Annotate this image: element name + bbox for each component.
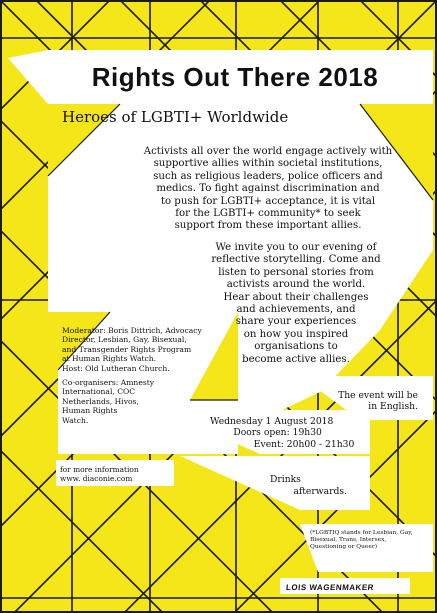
- intro-paragraph: Activists all over the world engage actively with supportive allies within societal institutions, such as religious leaders, police officers and medics. To fight against discrimination and to push for LGBTI+ acceptance, it is vital for the LGBTI+ community* to seek support from these important allies.: [143, 146, 393, 232]
- moderator-info: Moderator: Boris Dittrich, Advocacy Director, Lesbian, Gay, Bisexual, and Transgender Rights Program at Human Rights Watch. Host: Old Lutheran Church.: [62, 326, 202, 373]
- more-info-link[interactable]: for more information www. diaconie.com: [60, 465, 139, 484]
- poster-title: Rights Out There 2018: [91, 62, 379, 92]
- coorganisers-info: Co-organisers: Amnesty International, COC Netherlands, Hivos, Human Rights Watch.: [62, 378, 155, 425]
- designer-signature: LOIS WAGENMAKER: [285, 583, 375, 592]
- event-date-times: Wednesday 1 August 2018 Doors open: 19h30 Event: 20h00 - 21h30: [210, 416, 355, 450]
- poster-subtitle: Heroes of LGBTI+ Worldwide: [62, 108, 289, 126]
- language-note: The event will be in English.: [338, 390, 418, 412]
- lgbtiq-footnote: (*LGBTIQ stands for Lesbian, Gay, Bisexual, Trans, Intersex, Questioning or Queer): [310, 530, 413, 551]
- invite-paragraph: We invite you to our evening of reflective storytelling. Come and listen to personal stories from activists around the world. Hear about their challenges and achievements, and share your experiences on how you inspired organisations to become active allies.: [211, 242, 381, 365]
- drinks-note: Drinks afterwards.: [270, 474, 348, 498]
